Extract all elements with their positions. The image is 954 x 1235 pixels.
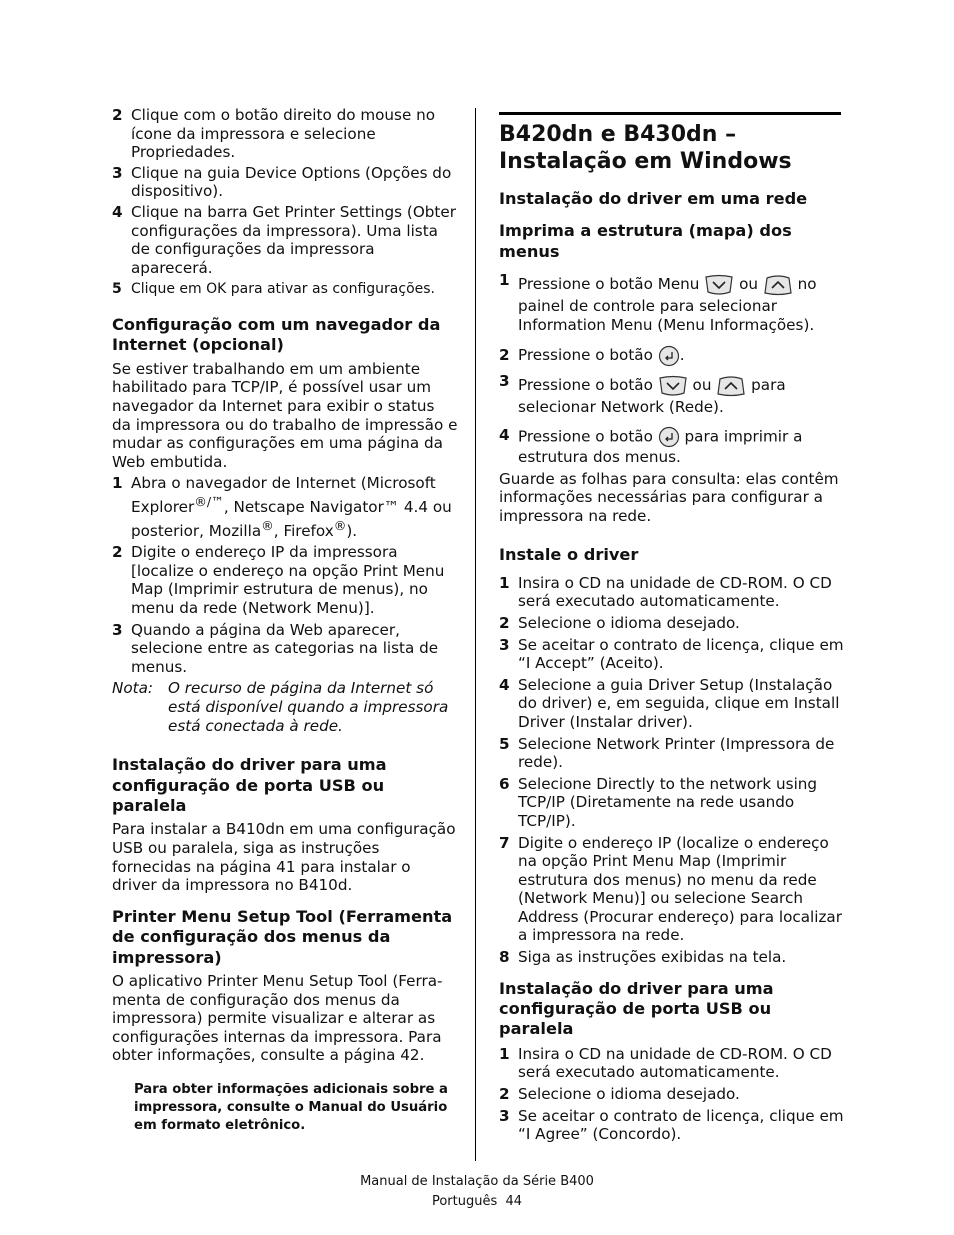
heading-print-map: Imprima a estrutura (mapa) dos menus bbox=[499, 221, 792, 261]
list-item: 3 Pressione o botão ou para selecionar Network (Rede). bbox=[499, 372, 786, 417]
list-item: 2 Clique com o botão direito do mouse no ícone da impressora e selecione Propriedades. bbox=[112, 106, 436, 162]
heading-browser: Configuração com um navegador da Internet (opcional) bbox=[112, 314, 441, 355]
left-column bbox=[112, 106, 458, 1135]
heading-pmst: Printer Menu Setup Tool (Ferramenta de configuração dos menus da impressora) bbox=[112, 906, 453, 967]
list-item: 2 Selecione o idioma desejado. bbox=[499, 1085, 740, 1104]
paragraph-keep: Guarde as folhas para consulta: elas contêm informações necessárias para configurar a impressora na rede. bbox=[499, 469, 839, 525]
list-item: 2 Digite o endereço IP da impressora [localize o endereço na opção Print Menu Map (Imprimir estrutura de menus), no menu da rede (Network Menu)]. bbox=[112, 543, 445, 617]
footer-page-number: Português 44 bbox=[431, 1194, 523, 1209]
heading-usb: Instalação do driver para uma configuração de porta USB ou paralela bbox=[112, 755, 387, 815]
note: Nota: O recurso de página da Internet só está disponível quando a impressora está conectada à rede. bbox=[112, 679, 449, 735]
footer-manual-title: Manual de Instalação da Série B400 bbox=[360, 1174, 594, 1189]
list-item: 1 Pressione o botão Menu ou no painel de controle para selecionar Information Menu (Menu Informações). bbox=[499, 271, 817, 334]
page-footer bbox=[0, 1172, 954, 1212]
heading-usb-right: Instalação do driver para uma configuração de porta USB ou paralela bbox=[499, 978, 774, 1039]
list-item: 5 Selecione Network Printer (Impressora de rede). bbox=[499, 734, 835, 772]
list-item: 2 Selecione o idioma desejado. bbox=[499, 613, 740, 632]
enter-button-icon bbox=[658, 345, 680, 367]
usb-steps bbox=[499, 1045, 845, 1144]
enter-button-icon bbox=[658, 426, 680, 448]
list-item: 5 Clique em OK para ativar as configurações. bbox=[112, 281, 436, 298]
list-item: 8 Siga as instruções exibidas na tela. bbox=[499, 948, 787, 967]
list-item: 3 Se aceitar o contrato de licença, clique em “I Accept” (Aceito). bbox=[499, 635, 844, 673]
heading-install: Instale o driver bbox=[499, 545, 639, 565]
list-item: 3 Se aceitar o contrato de licença, clique em “I Agree” (Concordo). bbox=[499, 1106, 844, 1144]
right-column bbox=[499, 106, 845, 1144]
column-divider bbox=[475, 108, 476, 1161]
arrow-up-button-icon bbox=[763, 274, 793, 296]
arrow-down-button-icon bbox=[704, 274, 734, 296]
steps-a bbox=[112, 106, 458, 299]
list-item: 1 Abra o navegador de Internet (Microsoft Explorer®/™, Netscape Navigator™ 4.4 ou posterior, Mozilla®, Firefox®). bbox=[112, 474, 452, 540]
list-item: 6 Selecione Directly to the network using TCP/IP (Diretamente na rede usando TCP/IP). bbox=[499, 774, 818, 830]
paragraph-usb: Para instalar a B410dn em uma configuração USB ou paralela, siga as instruções fornecidas na página 41 para instalar o driver da impressora no B410d. bbox=[112, 820, 456, 895]
list-item: 3 Clique na guia Device Options (Opções do dispositivo). bbox=[112, 163, 452, 201]
page-title: B420dn e B430dn – Instalação em Windows bbox=[499, 122, 792, 174]
list-item: 4 Clique na barra Get Printer Settings (Obter configurações da impressora). Uma lista de configurações da impressora aparecerá. bbox=[112, 202, 456, 277]
list-item: 7 Digite o endereço IP (localize o endereço na opção Print Menu Map (Imprimir estrutura dos menus) no menu da rede (Network Menu)] ou selecione Search Address (Procurar endereço) para localizar a impressora na rede. bbox=[499, 833, 842, 945]
arrow-up-button-icon bbox=[716, 375, 746, 397]
list-item: 1 Insira o CD na unidade de CD-ROM. O CD será executado automaticamente. bbox=[499, 1044, 832, 1082]
list-item: 2 Pressione o botão . bbox=[499, 343, 845, 367]
list-item: 3 Quando a página da Web aparecer, selecione entre as categorias na lista de menus. bbox=[112, 620, 439, 676]
paragraph-pmst: O aplicativo Printer Menu Setup Tool (Ferra-menta de configuração dos menus da impressora) permite visualizar e alterar as configurações internas da impressora. Para obter informações, consulte a página 42. bbox=[112, 971, 443, 1065]
list-item: 1 Insira o CD na unidade de CD-ROM. O CD será executado automaticamente. bbox=[499, 573, 832, 611]
list-item: 4 Selecione a guia Driver Setup (Instalação do driver) e, em seguida, clique em Install Driver (Instalar driver). bbox=[499, 675, 840, 731]
paragraph-browser: Se estiver trabalhando em um ambiente habilitado para TCP/IP, é possível usar um navegador da Internet para exibir o status da impressora ou do trabalho de impressão e mudar as configurações em uma página da Web embutida. bbox=[112, 359, 458, 471]
info-box: Para obter informações adicionais sobre a impressora, consulte o Manual do Usuário em formato eletrônico. bbox=[134, 1081, 448, 1133]
install-steps bbox=[499, 574, 845, 967]
list-item: 4 Pressione o botão para imprimir a estrutura dos menus. bbox=[499, 426, 803, 466]
heading-network: Instalação do driver em uma rede bbox=[499, 189, 808, 208]
arrow-down-button-icon bbox=[658, 375, 688, 397]
